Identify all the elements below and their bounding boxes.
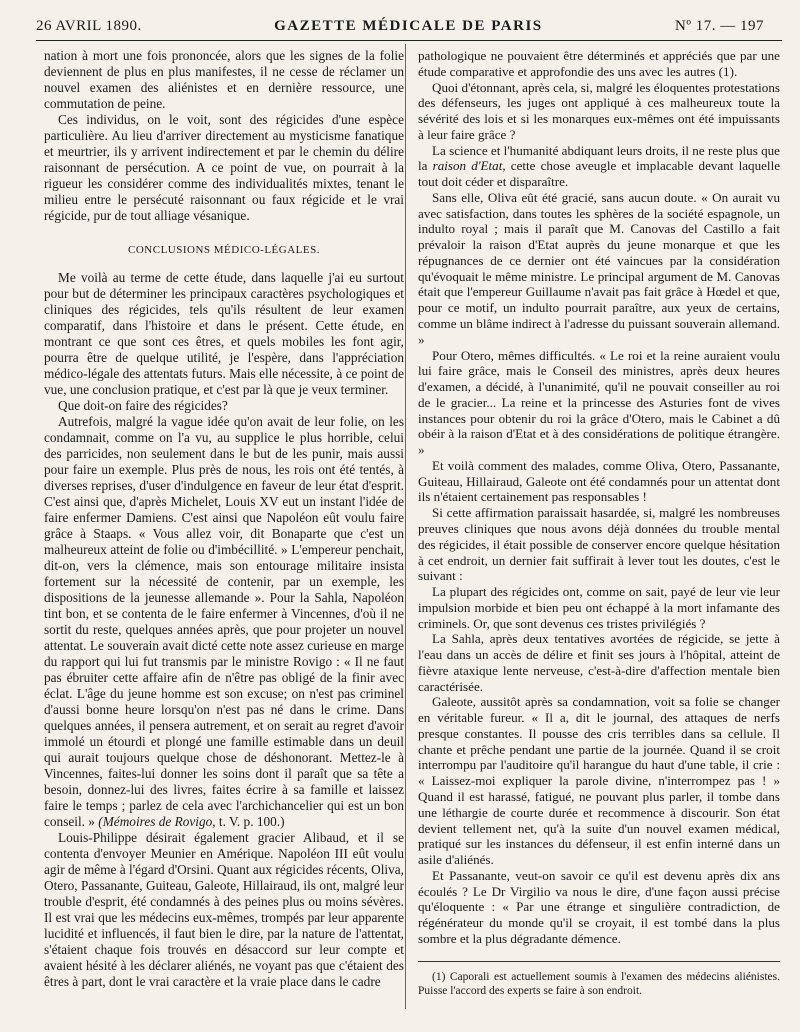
header-date: 26 AVRIL 1890. [36,17,142,34]
section-title: CONCLUSIONS MÉDICO-LÉGALES. [128,244,320,256]
left-paragraph-1: nation à mort une fois prononcée, alors que les signes de la folie deviennent de plus en plus manifestes, il ne cesse de réclamer un nouvel examen des aliénistes et en dernière ressource, une commutation de peine. [44,48,404,111]
right-paragraph-5: Pour Otero, mêmes difficultés. « Le roi et la reine auraient voulu lui faire grâce, mais le Conseil des ministres, après deux heures d'examen, a décidé, à l'unanimité, qu'il ne pouvait conseiller au roi de le gracier... La reine et la princesse des Asturies font de vives instances pour obtenir du roi la grâce d'Otero, mais le Cabinet a dû obéir à la raison d'Etat et à des considérations de politique étrangère. » [418,347,780,458]
right-column [418,48,780,998]
right-paragraph-3 [418,143,780,190]
left-column [44,48,404,990]
header-page-number: Nº 17. — 197 [675,17,764,34]
right-paragraph-7: Si cette affirmation paraissait hasardée, si, malgré les nombreuses preuves cliniques que nous avons déjà données du trouble mental des régicides, il était possible de conserver encore quelque hésitation à cet endroit, un dernier fait suffirait à lever tout les doutes, c'est le suivant : [418,505,780,584]
left-paragraph-4: Que doit-on faire des régicides? [58,398,228,413]
left-paragraph-5-citation: (Mémoires de Rovigo, [98,814,216,829]
header-title: GAZETTE MÉDICALE DE PARIS [274,17,543,34]
right-paragraph-3-b: cette chose aveugle et implacable devant laquelle tout doit céder et disparaître. [418,158,781,190]
right-paragraph-1: pathologique ne pouvaient être déterminés et appréciés que par une étude comparative et approfondie des uns avec les autres (1). [418,48,780,79]
right-paragraph-4: Sans elle, Oliva eût été gracié, sans aucun doute. « On aurait vu avec satisfaction, dans toutes les sphères de la société espagnole, un indulto royal ; mais il paraît que M. Canovas del Castillo a fait prévaloir la raison d'Etat auprès du jeune monarque et que les répugnances de ce dernier ont été vaincues par la considération qu'évoquait le même ministre. Le principal argument de M. Canovas était que l'empereur Guillaume n'avait pas fait grâce à Hœdel et que, pour ce motif, un indulto pourrait paraître, aux yeux de certains, comme un blâme indirect à l'adresse du puissant souverain allemand. » [418,189,780,347]
right-paragraph-11: Et Passanante, veut-on savoir ce qu'il est devenu après dix ans écoulés ? Le Dr Virgilio va nous le dire, d'une façon aussi précise qu'éloquente : « Par une étrange et singulière contradiction, de régénérateur du monde qu'il se croyait, il est tombé dans la plus sombre et la plus dégradante démence. [418,867,780,946]
right-paragraph-6: Et voilà comment des malades, comme Oliva, Otero, Passanante, Guiteau, Hillairaud, Galeote ont été condamnés pour un attentat dont ils n'étaient certainement pas responsables ! [418,457,780,505]
right-paragraph-3-italic: raison d'Etat, [432,158,506,174]
column-divider [405,44,406,1009]
right-paragraph-9: La Sahla, après deux tentatives avortées de régicide, se jette à l'eau dans un accès de délire et finit ses jours à l'hôpital, atteint de fièvre ataxique lente nerveuse, c'est-à-dire d'affection mentale bien caractérisée. [418,631,780,694]
right-paragraph-3-a: La science et l'humanité abdiquant leurs droits, il ne reste plus que la [418,142,780,174]
left-paragraph-3: Me voilà au terme de cette étude, dans laquelle j'ai eu surtout pour but de déterminer les principaux caractères psychologiques et cliniques des régicides, tels qu'ils résultent de leur examen comparatif, dans l'histoire et dans le présent. Cette étude, en montrant ce que sont ces êtres, et quels mobiles les font agir, pourra être de quelque utilité, je l'espère, dans l'appréciation médico-légale des attentats futurs. Mais elle nécessite, à ce point de vue, une conclusion pratique, et c'est par là que je veux terminer. [44,270,404,397]
left-paragraph-6: Louis-Philippe désirait également gracier Alibaud, et il se contenta d'envoyer Meunier en Amérique. Napoléon III eût voulu agir de même à l'égard d'Orsini. Quant aux régicides récents, Oliva, Otero, Passanante, Guiteau, Galeote, Hillairaud, ils ont, malgré leur trouble d'esprit, été condamnés à des peines plus ou moins sévères. Il est vrai que les médecins eux-mêmes, trompés par leur apparente lucidité et influencés, il faut bien le dire, par la nature de l'attentat, s'étaient chaque fois trouvés en désaccord sur leur compte et avaient hésité à les déclarer aliénés, ne voyant pas que c'étaient des êtres à part, dont le vrai caractère et la vraie place dans le cadre [44,830,404,989]
left-paragraph-5-citation-end: t. V. p. 100.) [218,814,285,829]
right-paragraph-2: Quoi d'étonnant, après cela, si, malgré les éloquentes protestations des défenseurs, les juges ont appliqué à ces malheureux toute la sévérité des lois et si les monarques eux-mêmes ont été impuissants à leur faire grâce ? [418,79,780,142]
page-header [36,14,764,38]
left-paragraph-2: Ces individus, on le voit, sont des régicides d'une espèce particulière. Au lieu d'arriver directement au mysticisme fanatique et meurtrier, ils y arrivent indirectement et par le chemin du délire raisonnant de persécution. A ce point de vue, on pourrait à la rigueur les considérer comme des individualités mixtes, tenant le milieu entre le persécuté raisonnant ou faux régicide et le vrai régicide, pur de tout alliage vésanique. [44,112,404,223]
left-paragraph-5 [44,414,404,830]
footnote-rule [418,961,780,962]
header-rule [36,40,782,41]
left-paragraph-5-text: Autrefois, malgré la vague idée qu'on avait de leur folie, on les condamnait, comme on l'a vu, au supplice le plus horrible, celui des parricides, non seulement dans le but de les punir, mais aussi pour faire un exemple. Plus près de nous, les rois ont été tentés, à diverses reprises, d'user d'indulgence en faveur de leur état d'esprit. C'est ainsi que, d'après Michelet, Louis XV eut un instant l'idée de faire enfermer Damiens. C'est ainsi que Napoléon eût voulu faire grâce à Staaps. « Vous allez voir, dit Bonaparte que c'est un malheureux atteint de folie ou d'imbécillité. » L'empereur penchait, dit-on, vers la clémence, mais son entourage militaire insista fortement sur la nécessité de contenir, par un exemple, les dispositions de la jeunesse allemande ». Pour la Sahla, Napoléon tint bon, et se contenta de le faire enfermer à Vincennes, d'où il ne sortit du reste, quelques années après, que pour projeter un nouvel attentat. Le souverain avait dicté cette note assez curieuse en marge du rapport qui lui fut transmis par le ministre Rovigo : « Il ne faut pas ébruiter cette affaire afin de n'être pas obligé de la finir avec éclat. L'âge du jeune homme est son excuse; on n'est pas criminel d'aussi bonne heure lorsqu'on n'est pas né dans le crime. Dans quelques années, il pensera autrement, et on serait au regret d'avoir immolé un étourdi et plongé une famille estimable dans un deuil qui aurait toujours quelque chose de déshonorant. Mettez-le à Vincennes, faites-lui donner les soins dont il paraît que sa tête a besoin, donnez-lui des livres, faites écrire à sa famille et laissez faire le temps ; parlez de cela avec l'archichancelier qui est un bon conseil. » [44,414,404,829]
right-paragraph-8: La plupart des régicides ont, comme on sait, payé de leur vie leur impulsion morbide et bien peu ont échappé à la mort infamante des criminels. Or, que sont devenus ces tristes privilégiés ? [418,584,780,631]
footnote: (1) Caporali est actuellement soumis à l'examen des médecins aliénistes. Puisse l'accord des experts se faire à son endroit. [418,970,780,997]
right-paragraph-10: Galeote, aussitôt après sa condamnation, voit sa folie se changer en véritable fureur. « Il a, dit le journal, des attaques de nerfs presque constantes. Il pousse des cris terribles dans sa cellule. Il chante et prêche pendant une partie de la journée. Quand il se croit interrompu par l'auditoire qu'il harangue du haut d'une table, il crie : « Laissez-moi expliquer la parole divine, n'interrompez pas ! » Quand il est harassé, fatigué, ne pouvant plus parler, il tombe dans une léthargie de courte durée et recommence à discourir. Son état devient tellement net, qu'à la suite d'un nouvel examen médical, pratiqué sur les instances du défenseur, il est enfin interné dans un asile d'aliénés. [418,694,780,868]
